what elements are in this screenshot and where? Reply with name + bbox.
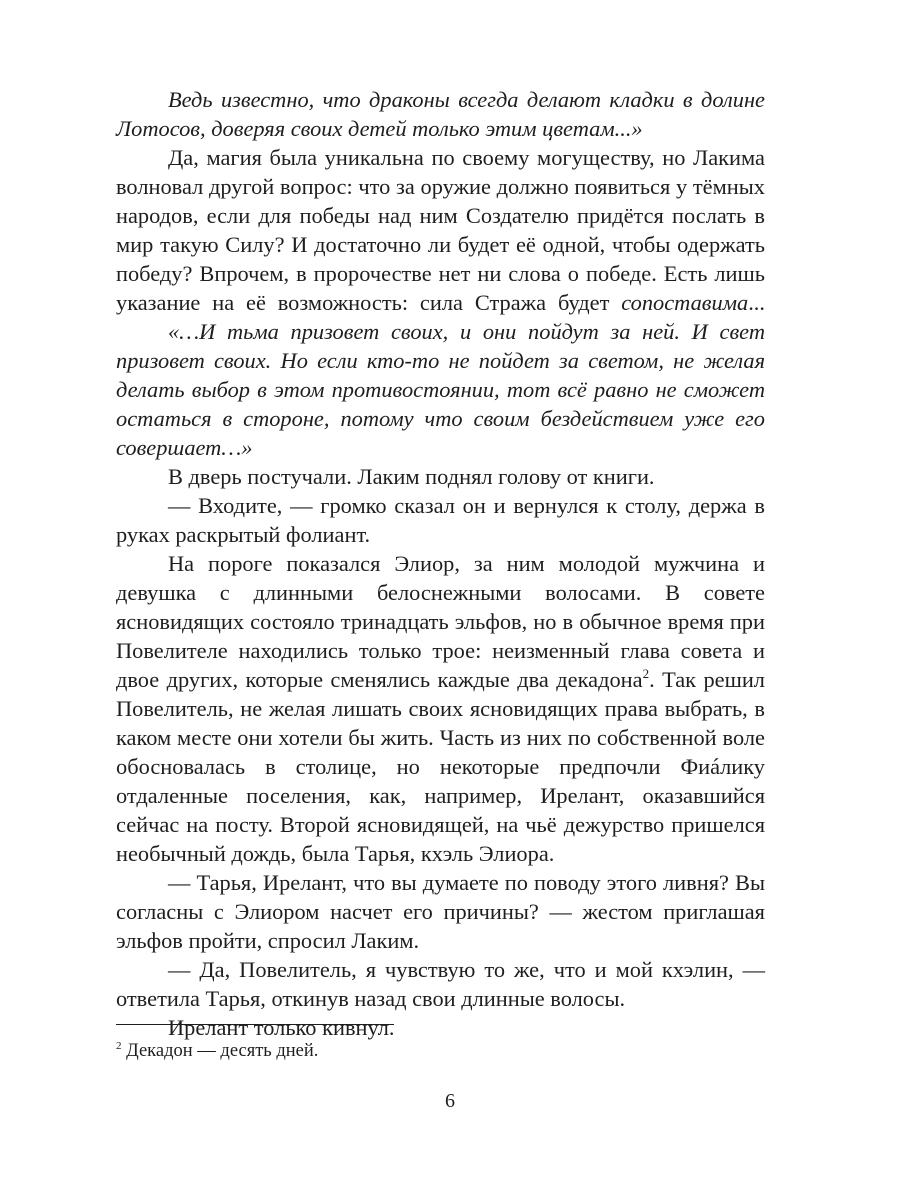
paragraph-5-text: — Входите, — громко сказал он и вернулся к столу, держа в руках раскрытый фолиант.	[116, 493, 765, 547]
emphasis-word: сопоставима	[621, 290, 749, 315]
paragraph-9-text: Ирелант только кивнул.	[168, 1015, 395, 1040]
footnote	[116, 1039, 318, 1063]
prophecy-quote-end: Ведь известно, что драконы всегда делают кладки в долине Лотосов, доверяя своих детей только этим цветам...»	[116, 87, 765, 141]
paragraph-1	[116, 85, 765, 143]
footnote-text: Декадон — десять дней.	[121, 1041, 319, 1061]
paragraph-2	[116, 143, 765, 317]
body-text	[116, 85, 765, 1042]
paragraph-6-text-b: . Так решил Повелитель, не желая лишать своих ясновидящих права выбрать, в каком месте они хотели бы жить. Часть из них по собственной воле обосновалась в столице, но некоторые предпочли Фиáлику отдаленные поселения, как, например, Ирелант, оказавшийся сейчас на посту. Второй ясновидящей, на чьё дежурство пришелся необычный дождь, была Тарья, кхэль Элиора.	[116, 667, 765, 866]
paragraph-7	[116, 868, 765, 955]
paragraph-9	[116, 1013, 765, 1042]
paragraph-4-text: В дверь постучали. Лаким поднял голову от книги.	[168, 464, 655, 489]
paragraph-6-text-a: На пороге показался Элиор, за ним молодой мужчина и девушка с длинными белоснежными волосами. В совете ясновидящих состояло тринадцать эльфов, но в обычное время при Повелителе находились только трое: неизменный глава совета и двое других, которые сменялись каждые два декадона	[116, 551, 765, 692]
paragraph-4	[116, 462, 765, 491]
ellipsis: ...	[748, 290, 765, 315]
paragraph-3-prophecy	[116, 317, 765, 462]
paragraph-5	[116, 491, 765, 549]
paragraph-2-text: Да, магия была уникальна по своему могуществу, но Лакима волновал другой вопрос: что за оружие должно появиться у тёмных народов, если для победы над ним Создателю придётся послать в мир такую Силу? И достаточно ли будет её одной, чтобы одержать победу? Впрочем, в пророчестве нет ни слова о победе. Есть лишь указание на её возможность: сила Стража будет	[116, 145, 765, 315]
paragraph-7-text: — Тарья, Ирелант, что вы думаете по поводу этого ливня? Вы согласны с Элиором насчет его причины? — жестом приглашая эльфов пройти, спросил Лаким.	[116, 870, 765, 953]
paragraph-8	[116, 955, 765, 1013]
footnote-reference[interactable]: 2	[642, 666, 650, 681]
prophecy-quote: «…И тьма призовет своих, и они пойдут за ней. И свет призовет своих. Но если кто-то не пойдет за светом, не желая делать выбор в этом противостоянии, тот всё равно не сможет остаться в стороне, потому что своим бездействием уже его совершает…»	[116, 319, 765, 460]
page-number: 6	[445, 1090, 455, 1112]
footnote-marker: 2	[116, 1040, 122, 1052]
paragraph-8-text: — Да, Повелитель, я чувствую то же, что и мой кхэлин, — ответила Тарья, откинув назад свои длинные волосы.	[116, 957, 765, 1011]
footnote-divider	[116, 1024, 394, 1025]
paragraph-6	[116, 549, 765, 868]
